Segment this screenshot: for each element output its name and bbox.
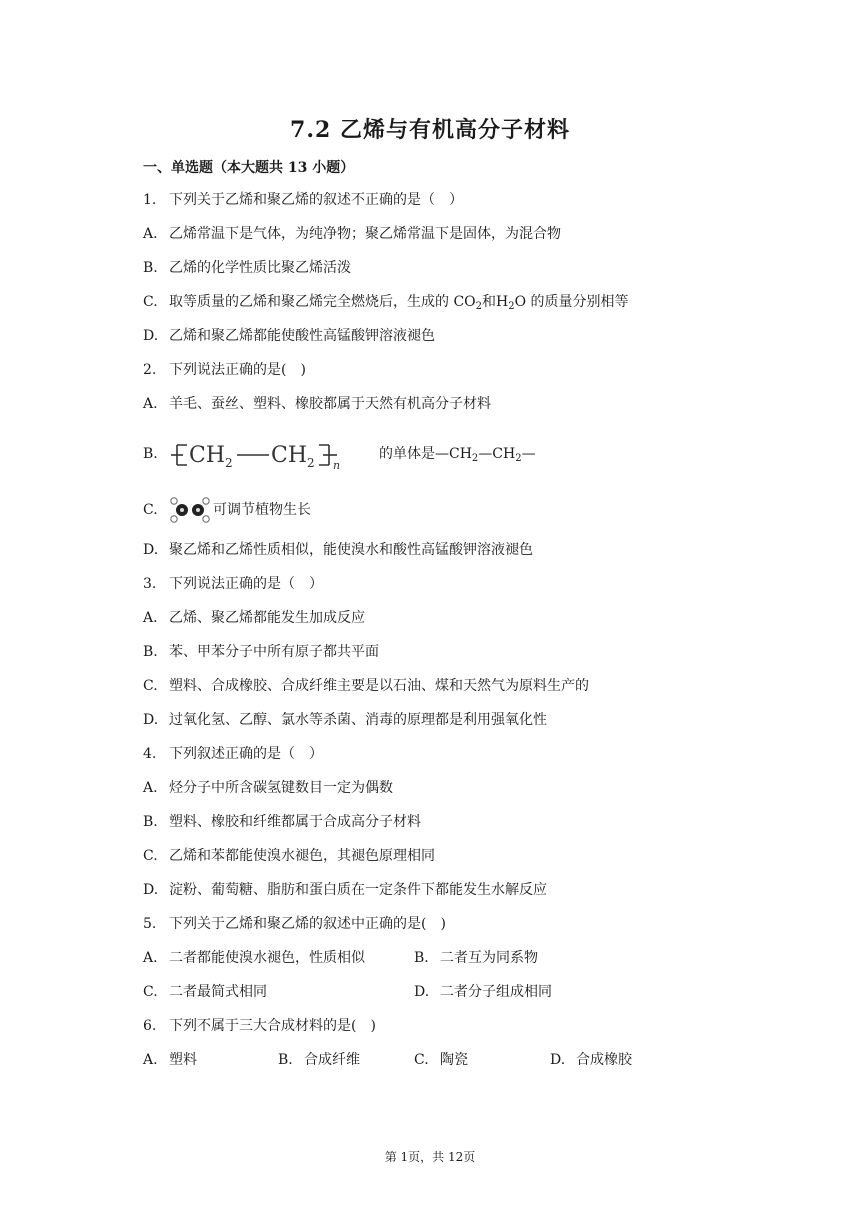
option-text: 合成纤维 — [304, 1052, 360, 1068]
svg-text:2: 2 — [225, 456, 233, 470]
option-text: 乙烯的化学性质比聚乙烯活泼 — [169, 260, 351, 276]
option-label: B. — [143, 260, 158, 276]
svg-text:n: n — [333, 459, 341, 471]
option-label: B. — [143, 644, 158, 660]
formula-h2o: $H_2O$ — [496, 294, 527, 312]
option-text: 二者最简式相同 — [169, 984, 267, 1000]
question-number: 1. — [143, 192, 157, 208]
question-stem: 下列说法正确的是( ) — [169, 362, 306, 378]
option-text: 过氧化氢、乙醇、氯水等杀菌、消毒的原理都是利用强氧化性 — [169, 712, 547, 728]
question-5 — [143, 914, 446, 934]
ethylene-molecule-icon — [169, 497, 211, 523]
q5-option-b — [414, 948, 538, 968]
option-label: C. — [143, 984, 158, 1000]
option-label: D. — [143, 328, 159, 344]
option-text: 苯、甲苯分子中所有原子都共平面 — [169, 644, 379, 660]
polyethylene-structure-image — [169, 437, 369, 471]
q2-option-b — [143, 436, 536, 472]
q3-option-b — [143, 642, 379, 662]
q5-option-a — [143, 948, 365, 968]
option-label: B. — [143, 814, 158, 830]
option-text: 烃分子中所含碳氢键数目一定为偶数 — [169, 780, 393, 796]
option-label: C. — [143, 678, 158, 694]
option-label: D. — [550, 1052, 566, 1068]
option-label: A. — [143, 226, 158, 242]
option-label: A. — [143, 780, 158, 796]
option-text: 陶瓷 — [440, 1052, 468, 1068]
question-6 — [143, 1016, 376, 1036]
q2-option-a — [143, 394, 491, 414]
option-label: A. — [143, 610, 158, 626]
option-label: C. — [143, 848, 158, 864]
option-label: A. — [143, 396, 158, 412]
option-label: C. — [414, 1052, 429, 1068]
option-label: B. — [143, 446, 158, 462]
option-text: 二者都能使溴水褪色，性质相似 — [169, 950, 365, 966]
question-3 — [143, 574, 323, 594]
section-heading: 一、单选题（本大题共 13 小题） — [143, 160, 355, 176]
option-text: 的单体是$—CH_2—CH_2—$ — [379, 446, 536, 464]
option-label: D. — [143, 542, 159, 558]
option-text: 合成橡胶 — [576, 1052, 632, 1068]
option-text-pre: 取等质量的乙烯和聚乙烯完全燃烧后，生成的 — [169, 294, 454, 310]
option-label: B. — [414, 950, 429, 966]
option-label: B. — [278, 1052, 293, 1068]
document-title: 7.2 乙烯与有机高分子材料 — [290, 117, 570, 143]
option-text: 二者分子组成相同 — [440, 984, 552, 1000]
question-number: 2. — [143, 362, 157, 378]
option-text: 塑料 — [169, 1052, 197, 1068]
option-label: C. — [143, 502, 158, 518]
question-1 — [143, 190, 463, 210]
option-label: C. — [143, 294, 158, 310]
option-text: 乙烯和聚乙烯都能使酸性高锰酸钾溶液褪色 — [169, 328, 435, 344]
q1-option-c — [143, 292, 629, 312]
option-label: A. — [143, 950, 158, 966]
option-text: 聚乙烯和乙烯性质相似，能使溴水和酸性高锰酸钾溶液褪色 — [169, 542, 533, 558]
svg-text:CH: CH — [189, 443, 226, 468]
q6-option-d — [550, 1050, 632, 1070]
q3-option-a — [143, 608, 365, 628]
question-number: 6. — [143, 1018, 157, 1034]
q6-option-a — [143, 1050, 197, 1070]
option-text: 羊毛、蚕丝、塑料、橡胶都属于天然有机高分子材料 — [169, 396, 491, 412]
question-stem: 下列说法正确的是（ ） — [169, 576, 323, 592]
q1-option-b — [143, 258, 351, 278]
question-stem: 下列叙述正确的是（ ） — [169, 746, 323, 762]
q6-option-b — [278, 1050, 360, 1070]
option-text: 淀粉、葡萄糖、脂肪和蛋白质在一定条件下都能发生水解反应 — [169, 882, 547, 898]
q1-option-d — [143, 326, 435, 346]
question-stem: 下列不属于三大合成材料的是( ) — [169, 1018, 376, 1034]
svg-text:2: 2 — [307, 456, 315, 470]
option-label: D. — [414, 984, 430, 1000]
page-footer: 第 1页，共 12页 — [384, 1150, 476, 1164]
q4-option-d — [143, 880, 547, 900]
question-stem: 下列关于乙烯和聚乙烯的叙述不正确的是（ ） — [169, 192, 463, 208]
q5-option-c — [143, 982, 267, 1002]
option-text-post: 的质量分别相等 — [526, 294, 629, 310]
option-text: 乙烯常温下是气体，为纯净物；聚乙烯常温下是固体，为混合物 — [169, 226, 561, 242]
q4-option-c — [143, 846, 435, 866]
q4-option-a — [143, 778, 393, 798]
option-text: 可调节植物生长 — [213, 502, 311, 518]
q2-option-d — [143, 540, 533, 560]
option-text-mid: 和 — [482, 294, 497, 310]
option-label: D. — [143, 882, 159, 898]
question-number: 4. — [143, 746, 157, 762]
option-text: 塑料、橡胶和纤维都属于合成高分子材料 — [169, 814, 421, 830]
option-text: 乙烯、聚乙烯都能发生加成反应 — [169, 610, 365, 626]
option-text: 乙烯和苯都能使溴水褪色，其褪色原理相同 — [169, 848, 435, 864]
q4-option-b — [143, 812, 421, 832]
q1-option-a — [143, 224, 561, 244]
question-stem: 下列关于乙烯和聚乙烯的叙述中正确的是( ) — [169, 916, 446, 932]
svg-text:CH: CH — [271, 443, 308, 468]
question-4 — [143, 744, 323, 764]
formula-co2: $CO_2$ — [453, 294, 483, 312]
option-text: 塑料、合成橡胶、合成纤维主要是以石油、煤和天然气为原料生产的 — [169, 678, 589, 694]
question-number: 3. — [143, 576, 157, 592]
question-2 — [143, 360, 306, 380]
q5-option-d — [414, 982, 552, 1002]
option-label: D. — [143, 712, 159, 728]
q3-option-d — [143, 710, 547, 730]
q2-option-c — [143, 496, 311, 524]
q6-option-c — [414, 1050, 468, 1070]
question-number: 5. — [143, 916, 157, 932]
option-label: A. — [143, 1052, 158, 1068]
q3-option-c — [143, 676, 589, 696]
option-text: 二者互为同系物 — [440, 950, 538, 966]
